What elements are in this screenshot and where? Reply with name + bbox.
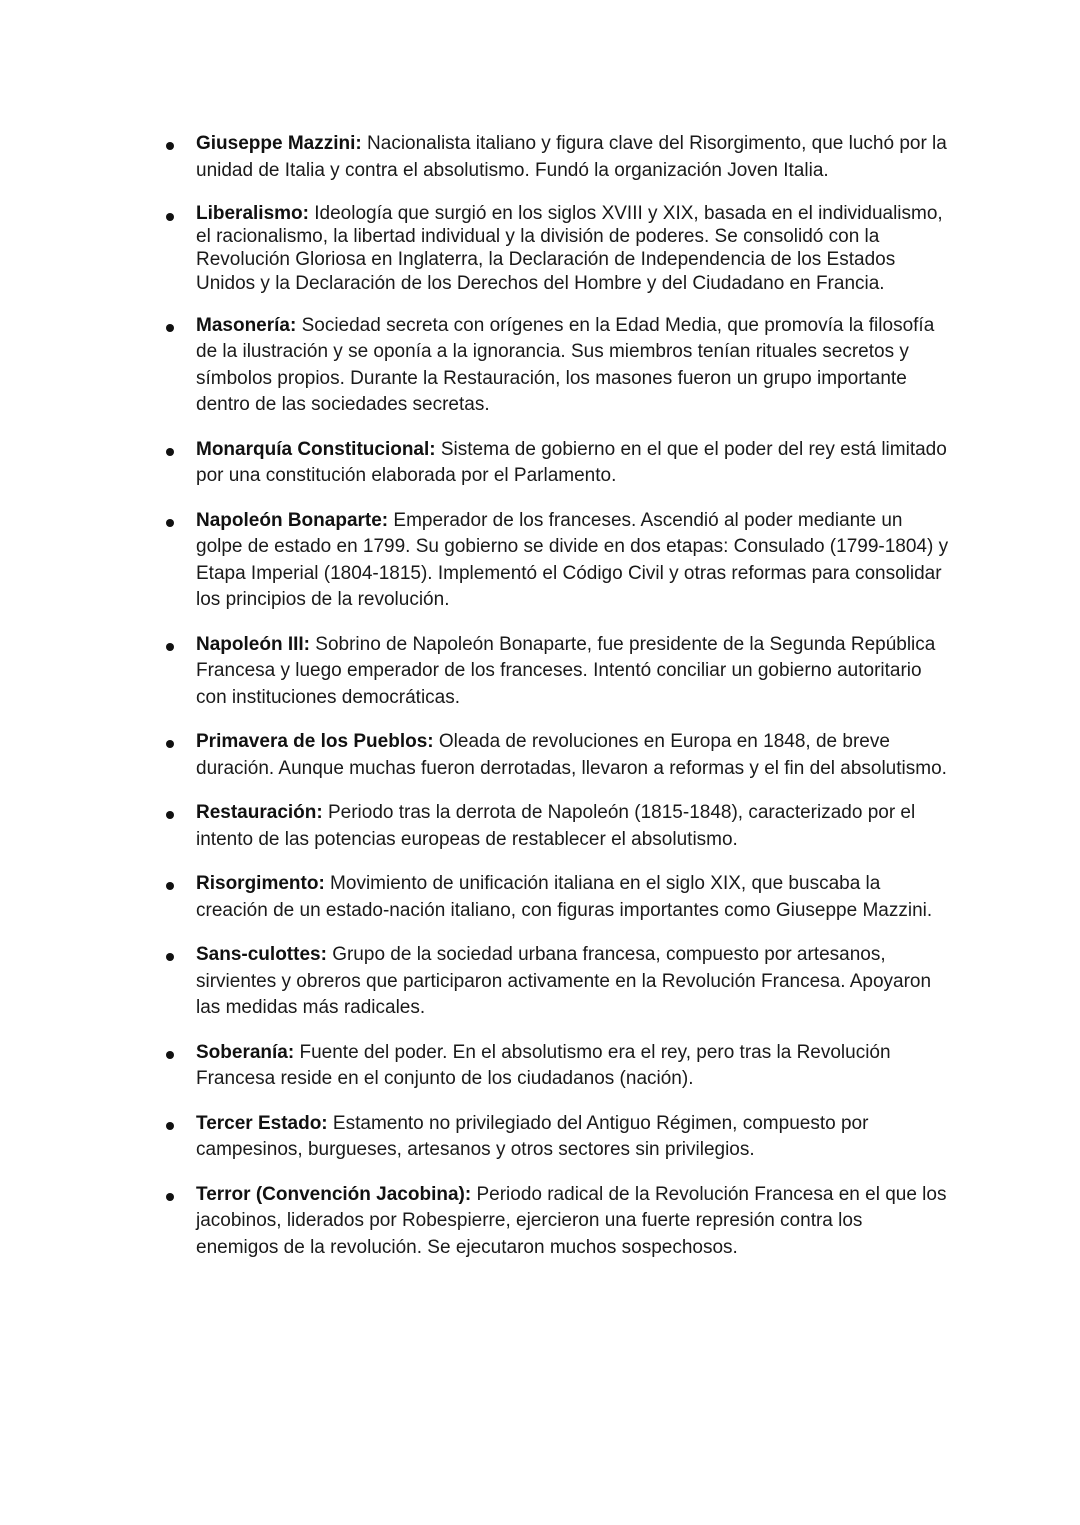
bullet-icon [166,740,174,748]
entry-term: Tercer Estado: [196,1112,328,1134]
entry-term: Liberalismo: [196,203,309,224]
bullet-icon [166,811,174,819]
entry-term: Giuseppe Mazzini: [196,133,362,154]
glossary-entry-napoleon-iii [160,632,950,712]
glossary-entry-giuseppe-mazzini [160,131,950,184]
bullet-icon [166,1051,174,1059]
glossary-entry-risorgimento [160,871,950,924]
entry-definition: Oleada de revoluciones en Europa en 1848, de breve duración. Aunque muchas fueron derrotadas, llevaron a reformas y el fin del absolutismo. [196,731,947,779]
glossary-entry-primavera-de-los-pueblos [160,729,950,782]
glossary-entry-napoleon-bonaparte [160,508,950,614]
entry-definition: Ideología que surgió en los siglos XVIII y XIX, basada en el individualismo, el racionalismo, la libertad individual y la división de poderes. Se consolidó con la Revolución Gloriosa en Inglaterra, la Declaración de Independencia de los Estados Unidos y la Declaración de los Derechos del Hombre y del Ciudadano en Francia. [196,203,943,294]
bullet-icon [166,1122,174,1130]
glossary-entry-restauracion [160,800,950,853]
entry-definition: Emperador de los franceses. Ascendió al poder mediante un golpe de estado en 1799. Su gobierno se divide en dos etapas: Consulado (1799-1804) y Etapa Imperial (1804-1815). Implementó el Código Civil y otras reformas para consolidar los principios de la revolución. [196,509,949,611]
bullet-icon [166,324,174,332]
entry-definition: Movimiento de unificación italiana en el siglo XIX, que buscaba la creación de un estado-nación italiano, con figuras importantes como Giuseppe Mazzini. [196,873,933,921]
glossary-entry-tercer-estado [160,1111,950,1164]
entry-definition: Nacionalista italiano y figura clave del Risorgimento, que luchó por la unidad de Italia y contra el absolutismo. Fundó la organización Joven Italia. [196,133,947,181]
entry-term: Sans-culottes: [196,944,327,966]
bullet-icon [166,142,174,150]
entry-definition: Estamento no privilegiado del Antiguo Régimen, compuesto por campesinos, burgueses, artesanos y otros sectores sin privilegios. [196,1112,869,1161]
entry-definition: Periodo radical de la Revolución Francesa en el que los jacobinos, liderados por Robespierre, ejercieron una fuerte represión contra los enemigos de la revolución. Se ejecutaron muchos sospechosos. [196,1183,947,1258]
entry-definition: Sobrino de Napoleón Bonaparte, fue presidente de la Segunda República Francesa y luego emperador de los franceses. Intentó conciliar un gobierno autoritario con instituciones democráticas. [196,633,936,708]
glossary-list [160,131,950,1279]
glossary-entry-masoneria [160,313,950,419]
glossary-entry-terror [160,1182,950,1262]
entry-term: Restauración: [196,802,323,824]
bullet-icon [166,1193,174,1201]
entry-definition: Sistema de gobierno en el que el poder del rey está limitado por una constitución elaborada por el Parlamento. [196,438,947,487]
entry-definition: Grupo de la sociedad urbana francesa, compuesto por artesanos, sirvientes y obreros que participaron activamente en la Revolución Francesa. Apoyaron las medidas más radicales. [196,944,932,1019]
bullet-icon [166,448,174,456]
bullet-icon [166,953,174,961]
entry-definition: Periodo tras la derrota de Napoleón (1815-1848), caracterizado por el intento de las potencias europeas de restablecer el absolutismo. [196,802,916,850]
entry-term: Risorgimento: [196,873,325,895]
bullet-icon [166,882,174,890]
bullet-icon [166,643,174,651]
glossary-entry-sans-culottes [160,942,950,1022]
glossary-entry-monarquia-constitucional [160,437,950,490]
glossary-entry-liberalismo [160,202,950,295]
entry-term: Napoleón III: [196,633,310,655]
entry-definition: Fuente del poder. En el absolutismo era el rey, pero tras la Revolución Francesa reside en el conjunto de los ciudadanos (nación). [196,1041,891,1090]
entry-term: Monarquía Constitucional: [196,438,436,460]
entry-term: Primavera de los Pueblos: [196,731,434,753]
entry-term: Terror (Convención Jacobina): [196,1183,472,1205]
glossary-entry-soberania [160,1040,950,1093]
bullet-icon [166,519,174,527]
bullet-icon [166,213,174,221]
entry-term: Soberanía: [196,1041,295,1063]
entry-definition: Sociedad secreta con orígenes en la Edad Media, que promovía la filosofía de la ilustración y se oponía a la ignorancia. Sus miembros tenían rituales secretos y símbolos propios. Durante la Restauración, los masones fueron un grupo importante dentro de las sociedades secretas. [196,314,935,416]
entry-term: Masonería: [196,314,297,336]
entry-term: Napoleón Bonaparte: [196,509,389,531]
